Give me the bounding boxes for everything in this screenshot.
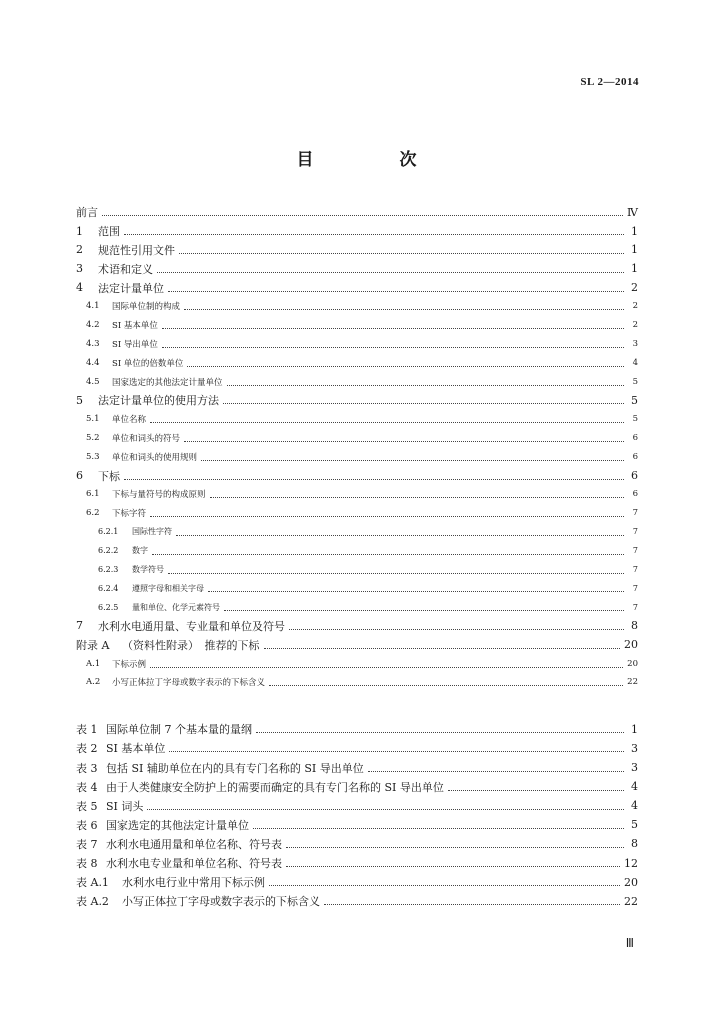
entry-page: 4 [631, 780, 638, 794]
entry-title: 水利水电通用量和单位名称、符号表 [106, 837, 282, 851]
entry-title: 小写正体拉丁字母或数字表示的下标含义 [112, 678, 266, 689]
entry-title: 法定计量单位 [98, 281, 164, 295]
dot-leader [168, 290, 624, 292]
entry-number: 4.4 [86, 357, 100, 368]
toc-entry[interactable] [76, 504, 638, 523]
entry-page: 4 [632, 357, 638, 368]
entry-number: 7 [76, 619, 83, 633]
toc-entry[interactable] [76, 429, 638, 448]
entry-number: 6.2.2 [98, 546, 119, 556]
entry-title: 术语和定义 [98, 262, 153, 276]
entry-number: 3 [76, 262, 83, 276]
entry-page: 5 [632, 414, 638, 425]
entry-page: 1 [631, 224, 638, 238]
entry-number: A.1 [86, 658, 101, 669]
toc-entry[interactable] [76, 203, 638, 222]
entry-title: 数学符号 [132, 565, 164, 575]
entry-title: 遵照字母和相关字母 [132, 583, 204, 593]
entry-number: 6.1 [86, 489, 100, 500]
entry-page: 7 [632, 546, 638, 556]
entry-title: （资料性附录） 推荐的下标 [122, 638, 260, 652]
entry-title: 范围 [98, 225, 120, 239]
entry-number: 6 [76, 469, 83, 483]
entry-title: 法定计量单位的使用方法 [98, 394, 219, 408]
entry-title: 下标 [98, 469, 120, 483]
toc-entry[interactable] [76, 796, 638, 815]
dot-leader [124, 233, 624, 235]
entry-page: 6 [631, 469, 638, 483]
entry-number: 6.2.5 [98, 602, 119, 612]
dot-leader [162, 327, 624, 329]
entry-title: 单位和词头的使用规则 [112, 452, 198, 463]
dot-leader [269, 884, 620, 886]
entry-number: 5.2 [86, 432, 100, 443]
entry-page: 5 [631, 818, 638, 832]
entry-number: 表 A.1 [76, 876, 109, 890]
toc-entry[interactable] [76, 873, 638, 892]
entry-title: 下标示例 [112, 659, 147, 670]
entry-number: 表 2 [76, 742, 98, 756]
dot-leader [224, 609, 624, 611]
dot-leader [184, 308, 624, 310]
entry-page: 22 [624, 894, 638, 908]
toc-entry[interactable] [76, 720, 638, 739]
entry-title: 数字 [132, 546, 148, 556]
entry-page: 7 [632, 583, 638, 593]
dot-leader [368, 770, 624, 772]
toc-entry[interactable] [76, 466, 638, 485]
entry-number: 附录 A [76, 638, 110, 652]
dot-leader [264, 647, 621, 649]
entry-page: 5 [632, 376, 638, 387]
entry-number: 表 4 [76, 780, 98, 794]
entry-number: 表 3 [76, 761, 98, 775]
entry-page: 7 [632, 527, 638, 537]
entry-number: 4.3 [86, 338, 100, 349]
dot-leader [176, 534, 624, 536]
dot-leader [157, 271, 624, 273]
toc-entry[interactable] [76, 673, 638, 692]
toc-entry[interactable] [76, 278, 638, 297]
entry-number: 4.2 [86, 320, 100, 331]
entry-page: 7 [632, 565, 638, 575]
toc-entry[interactable] [76, 816, 638, 835]
toc-entry[interactable] [76, 335, 638, 354]
dot-leader [147, 808, 624, 810]
entry-number: 表 6 [76, 818, 98, 832]
entry-title: 国际性字符 [132, 527, 172, 537]
entry-title: 水利水电通用量、专业量和单位及符号 [98, 619, 285, 633]
entry-page: 3 [632, 338, 638, 349]
entry-page: 2 [632, 301, 638, 312]
entry-page: 3 [631, 741, 638, 755]
entry-page: 20 [624, 638, 638, 652]
entry-title: SI 词头 [106, 799, 144, 813]
dot-leader [448, 789, 624, 791]
toc-entry[interactable] [76, 541, 638, 560]
entry-page: 22 [627, 677, 638, 688]
dot-leader [324, 903, 620, 905]
toc-entry[interactable] [76, 854, 638, 873]
dot-leader [286, 865, 620, 867]
entry-number: 6.2.4 [98, 583, 119, 593]
toc-entry[interactable] [76, 485, 638, 504]
entry-number: 表 5 [76, 799, 98, 813]
dot-leader [223, 402, 624, 404]
dot-leader [256, 731, 624, 733]
entry-number: 5 [76, 393, 83, 407]
toc-entry[interactable] [76, 391, 638, 410]
dot-leader [289, 628, 624, 630]
entry-title: 前言 [76, 206, 98, 220]
entry-title: 国家选定的其他法定计量单位 [112, 377, 223, 388]
entry-number: 1 [76, 224, 83, 238]
entry-title: 单位和词头的符号 [112, 433, 181, 444]
toc-entry[interactable] [76, 777, 638, 796]
dot-leader [269, 684, 623, 686]
entry-number: 表 1 [76, 723, 98, 737]
entry-number: 5.3 [86, 451, 100, 462]
toc-entry[interactable] [76, 635, 638, 654]
entry-title: SI 基本单位 [106, 742, 166, 756]
entry-page: 2 [632, 320, 638, 331]
entry-page: 4 [631, 799, 638, 813]
dot-leader [208, 590, 624, 592]
entry-title: 下标字符 [112, 509, 147, 520]
entry-title: 规范性引用文件 [98, 243, 175, 257]
entry-number: 6.2.1 [98, 527, 119, 537]
dot-leader [150, 421, 624, 423]
dot-leader [187, 365, 624, 367]
entry-title: 包括 SI 辅助单位在内的具有专门名称的 SI 导出单位 [106, 761, 364, 775]
entry-number: 4.1 [86, 301, 100, 312]
entry-page: 8 [631, 619, 638, 633]
entry-page: 2 [631, 281, 638, 295]
toc-entry[interactable] [76, 617, 638, 636]
entry-number: 表 7 [76, 837, 98, 851]
entry-page: 1 [631, 262, 638, 276]
entry-title: SI 基本单位 [112, 321, 158, 332]
dot-leader [168, 572, 624, 574]
page-title: 目 次 [296, 150, 457, 170]
entry-title: 水利水电行业中常用下标示例 [122, 876, 265, 890]
entry-number: 表 A.2 [76, 895, 109, 909]
entry-page: 1 [631, 243, 638, 257]
entry-page: 6 [632, 489, 638, 500]
toc-entry[interactable] [76, 560, 638, 579]
toc-entry[interactable] [76, 447, 638, 466]
entry-page: 8 [631, 837, 638, 851]
toc-entry[interactable] [76, 654, 638, 673]
dot-leader [102, 214, 623, 216]
entry-page: 20 [624, 875, 638, 889]
dot-leader [184, 440, 624, 442]
toc-entry[interactable] [76, 353, 638, 372]
entry-title: 由于人类健康安全防护上的需要而确定的具有专门名称的 SI 导出单位 [106, 780, 444, 794]
toc-entry[interactable] [76, 259, 638, 278]
entry-number: 5.1 [86, 414, 100, 425]
entry-title: 下标与量符号的构成原则 [112, 490, 206, 501]
dot-leader [286, 846, 624, 848]
entry-number: 6.2.3 [98, 565, 119, 575]
entry-title: SI 导出单位 [112, 339, 158, 350]
entry-title: 水利水电专业量和单位名称、符号表 [106, 857, 282, 871]
entry-page: 1 [631, 722, 638, 736]
entry-number: A.2 [86, 677, 101, 688]
dot-leader [124, 478, 624, 480]
dot-leader [169, 750, 624, 752]
entry-title: 小写正体拉丁字母或数字表示的下标含义 [122, 895, 320, 909]
entry-page: 7 [632, 508, 638, 519]
dot-leader [152, 553, 624, 555]
entry-title: 国际单位制 7 个基本量的量纲 [106, 723, 252, 737]
toc-entry[interactable] [76, 523, 638, 542]
dot-leader [227, 384, 624, 386]
toc-entry[interactable] [76, 297, 638, 316]
entry-page: 7 [632, 602, 638, 612]
dot-leader [210, 496, 624, 498]
entry-title: SI 单位的倍数单位 [112, 358, 184, 369]
entry-title: 单位名称 [112, 415, 147, 426]
toc-entry[interactable] [76, 410, 638, 429]
entry-number: 4.5 [86, 376, 100, 387]
toc-entry[interactable] [76, 372, 638, 391]
toc-entry[interactable] [76, 835, 638, 854]
toc-entry[interactable] [76, 579, 638, 598]
dot-leader [150, 515, 624, 517]
entry-page: 12 [624, 856, 638, 870]
toc-entry[interactable] [76, 222, 638, 241]
entry-page: Ⅳ [627, 205, 638, 219]
entry-page: 6 [632, 451, 638, 462]
toc-entry[interactable] [76, 316, 638, 335]
dot-leader [179, 252, 624, 254]
dot-leader [253, 827, 624, 829]
entry-number: 6.2 [86, 508, 100, 519]
entry-title: 国际单位制的构成 [112, 302, 181, 313]
entry-page: 20 [627, 658, 638, 669]
toc-entry[interactable] [76, 892, 638, 911]
entry-page: 6 [632, 432, 638, 443]
entry-page: 5 [631, 393, 638, 407]
dot-leader [150, 666, 623, 668]
entry-title: 国家选定的其他法定计量单位 [106, 818, 249, 832]
entry-title: 量和单位、化学元素符号 [132, 602, 220, 612]
document-code: SL 2—2014 [580, 76, 639, 88]
dot-leader [201, 459, 624, 461]
toc-entry[interactable] [76, 758, 638, 777]
toc-entry[interactable] [76, 241, 638, 260]
page-number: Ⅲ [625, 936, 633, 950]
toc-entry[interactable] [76, 739, 638, 758]
toc-entry[interactable] [76, 598, 638, 617]
entry-number: 2 [76, 243, 83, 257]
entry-number: 表 8 [76, 857, 98, 871]
entry-page: 3 [631, 761, 638, 775]
dot-leader [162, 346, 624, 348]
entry-number: 4 [76, 281, 83, 295]
